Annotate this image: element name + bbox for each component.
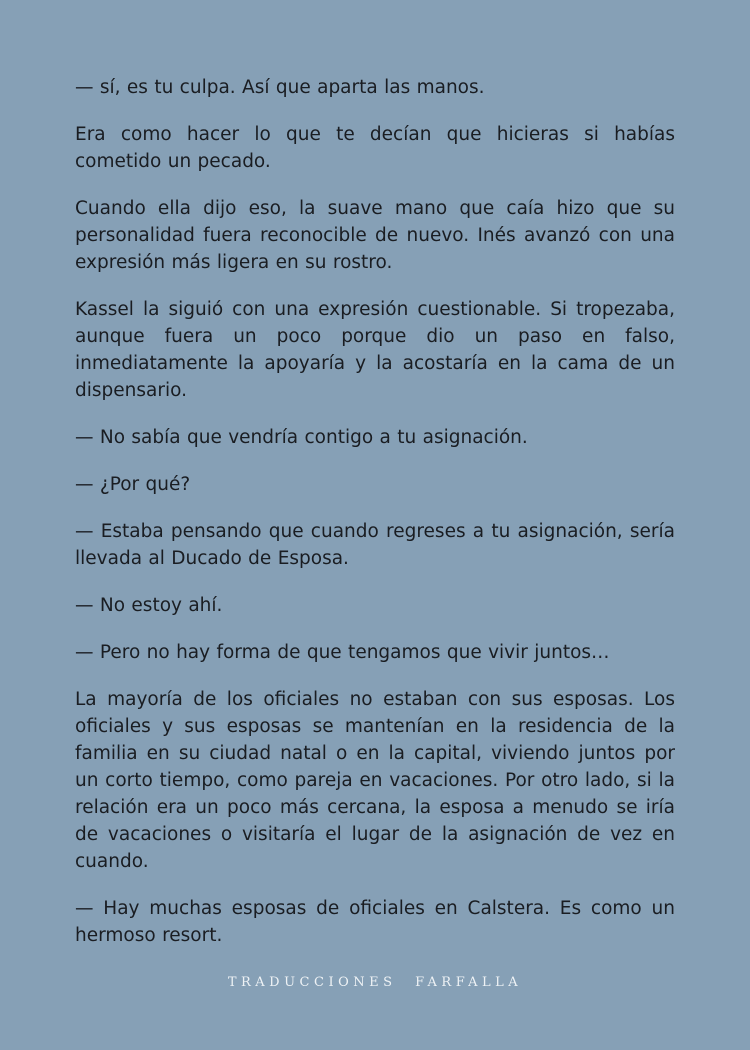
paragraph: La mayoría de los oficiales no estaban con sus esposas. Los oficiales y sus esposas se mantenían en la residencia de la familia en su ciudad natal o en la capital, viviendo juntos por un corto tiempo, como pareja en vacaciones. Por otro lado, si la relación era un poco más cercana, la esposa a menudo se iría de vacaciones o visitaría el lugar de la asignación de vez en cuando. — [75, 689, 675, 872]
dialogue-line: — No estoy ahí. — [75, 595, 223, 616]
dialogue-line: — Pero no hay forma de que tengamos que vivir juntos… — [75, 642, 610, 663]
dialogue-line: — Estaba pensando que cuando regreses a tu asignación, sería llevada al Ducado de Esposa. — [75, 521, 675, 569]
paragraph: Cuando ella dijo eso, la suave mano que caía hizo que su personalidad fuera reconocible de nuevo. Inés avanzó con una expresión más ligera en su rostro. — [75, 198, 675, 273]
footer-credit: TRADUCCIONES FARFALLA — [227, 975, 523, 990]
paragraph: — sí, es tu culpa. Así que aparta las manos. — [75, 77, 485, 98]
paragraph: Era como hacer lo que te decían que hicieras si habías cometido un pecado. — [75, 124, 675, 172]
body-text — [75, 74, 675, 969]
paragraph: Kassel la siguió con una expresión cuestionable. Si tropezaba, aunque fuera un poco porque dio un paso en falso, inmediatamente la apoyaría y la acostaría en la cama de un dispensario. — [75, 299, 675, 401]
dialogue-line: — ¿Por qué? — [75, 474, 191, 495]
dialogue-line: — No sabía que vendría contigo a tu asignación. — [75, 427, 528, 448]
dialogue-line: — Hay muchas esposas de oficiales en Calstera. Es como un hermoso resort. — [75, 898, 675, 946]
